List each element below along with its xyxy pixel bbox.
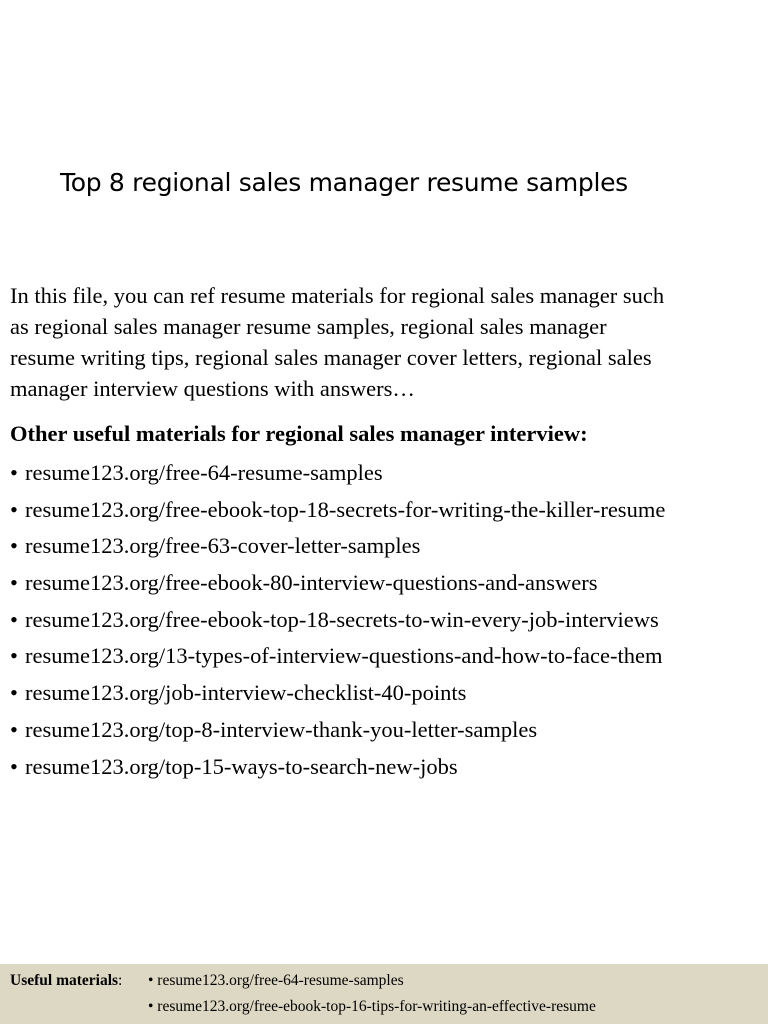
resource-link[interactable]: resume123.org/job-interview-checklist-40-points	[25, 680, 467, 706]
footer-label-colon: :	[118, 972, 123, 989]
footer-link[interactable]: • resume123.org/free-ebook-top-16-tips-for-writing-an-effective-resume	[148, 998, 596, 1015]
intro-line: as regional sales manager resume samples, regional sales manager	[10, 314, 607, 339]
intro-line: In this file, you can ref resume materials for regional sales manager such	[10, 283, 665, 308]
list-item	[10, 677, 766, 714]
bullet-icon: •	[10, 496, 18, 522]
list-item	[10, 530, 766, 567]
intro-line: manager interview questions with answers…	[10, 376, 415, 401]
resource-link[interactable]: resume123.org/free-63-cover-letter-samples	[25, 533, 421, 559]
page-title: Top 8 regional sales manager resume samples	[60, 168, 628, 197]
list-item	[10, 567, 766, 604]
footer-label-text: Useful materials	[10, 972, 119, 989]
materials-link-list	[10, 457, 766, 787]
bullet-icon: •	[10, 753, 18, 779]
bullet-icon: •	[10, 460, 18, 485]
resource-link[interactable]: resume123.org/free-64-resume-samples	[25, 460, 383, 485]
resource-link[interactable]: resume123.org/13-types-of-interview-questions-and-how-to-face-them	[25, 643, 663, 669]
bullet-icon: •	[10, 680, 18, 706]
resource-link[interactable]: resume123.org/top-15-ways-to-search-new-jobs	[25, 753, 458, 779]
list-item	[10, 494, 766, 531]
list-item	[10, 751, 766, 788]
list-item	[10, 640, 766, 677]
footer-link[interactable]: • resume123.org/free-64-resume-samples	[148, 972, 404, 989]
resource-link[interactable]: resume123.org/free-ebook-top-18-secrets-for-writing-the-killer-resume	[25, 496, 666, 522]
intro-paragraph	[10, 280, 762, 404]
footer-label	[10, 972, 122, 990]
resource-link[interactable]: resume123.org/top-8-interview-thank-you-letter-samples	[25, 716, 538, 742]
section-heading: Other useful materials for regional sales manager interview:	[10, 421, 588, 446]
bullet-icon: •	[10, 533, 18, 559]
list-item	[10, 457, 766, 494]
bullet-icon: •	[10, 606, 18, 632]
list-item	[10, 714, 766, 751]
intro-line: resume writing tips, regional sales manager cover letters, regional sales	[10, 345, 652, 370]
bullet-icon: •	[10, 643, 18, 669]
resource-link[interactable]: resume123.org/free-ebook-top-18-secrets-to-win-every-job-interviews	[25, 606, 659, 632]
list-item	[10, 604, 766, 641]
resource-link[interactable]: resume123.org/free-ebook-80-interview-questions-and-answers	[25, 570, 598, 596]
bullet-icon: •	[10, 716, 18, 742]
bullet-icon: •	[10, 570, 18, 596]
footer-bar	[0, 964, 768, 1024]
